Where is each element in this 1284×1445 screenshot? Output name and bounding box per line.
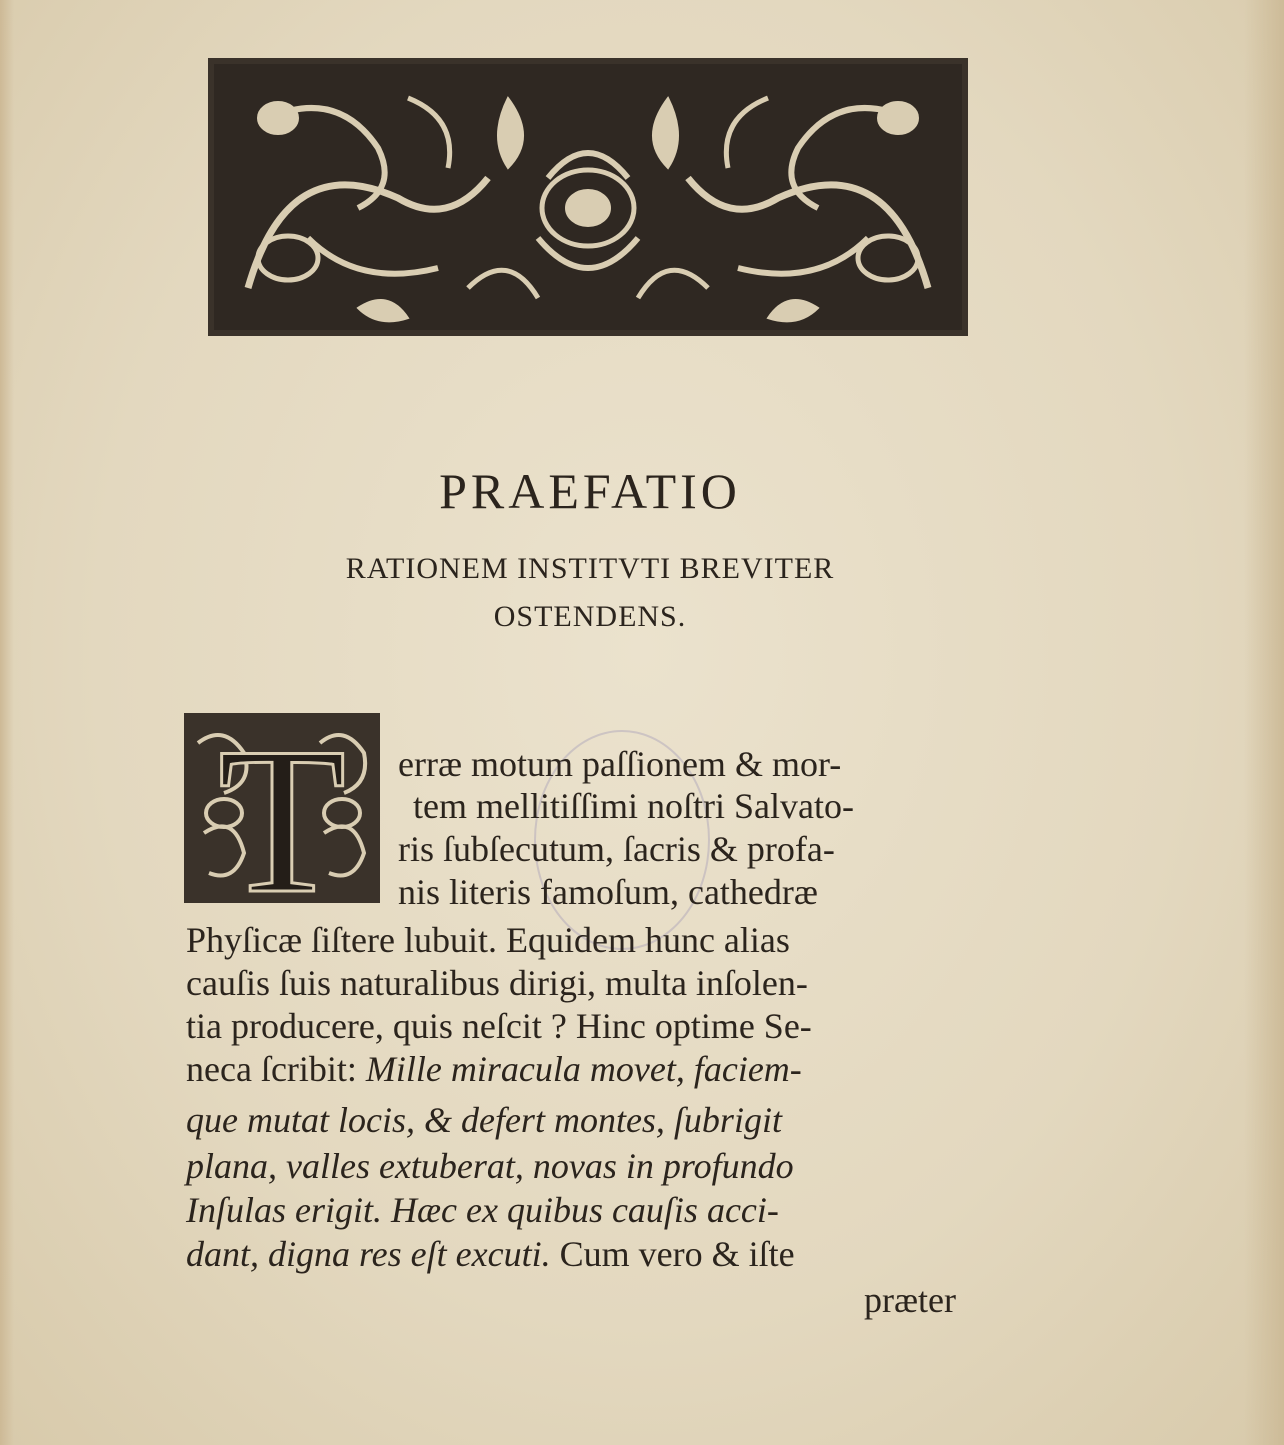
body-line-8 bbox=[186, 1049, 802, 1089]
dropcap-letter: T bbox=[217, 713, 347, 903]
line-8-roman: neca ſcribit: bbox=[186, 1049, 366, 1089]
body-line-10: plana, valles extuberat, novas in profundo bbox=[186, 1146, 794, 1186]
subtitle-line-1: RATIONEM INSTITVTI BREVITER bbox=[345, 552, 835, 585]
subtitle-line-2: OSTENDENS. bbox=[493, 600, 687, 633]
page-edge-right bbox=[1244, 0, 1284, 1445]
dropcap-line-4: nis literis famoſum, cathedræ bbox=[398, 872, 818, 912]
body-line-11: Inſulas erigit. Hæc ex quibus cauſis acci- bbox=[186, 1190, 779, 1230]
body-line-6: cauſis ſuis naturalibus dirigi, multa inſolen- bbox=[186, 963, 808, 1003]
body-line-9: que mutat locis, & defert montes, ſubrigit bbox=[186, 1100, 782, 1140]
body-line-7: tia producere, quis neſcit ? Hinc optime Se- bbox=[186, 1006, 812, 1046]
page-title: PRAEFATIO bbox=[439, 463, 741, 519]
dropcap-line-1: erræ motum paſſionem & mor- bbox=[398, 744, 842, 784]
line-8-italic: Mille miracula movet, faciem- bbox=[365, 1049, 802, 1089]
dropcap-line-2: tem mellitiſſimi noſtri Salvato- bbox=[413, 786, 854, 826]
catchword: præter bbox=[864, 1280, 956, 1320]
dropcap-initial-icon bbox=[184, 713, 380, 903]
floral-headpiece-icon bbox=[208, 58, 968, 336]
line-12-roman: Cum vero & iſte bbox=[550, 1234, 795, 1274]
body-line-5: Phyſicæ ſiſtere lubuit. Equidem hunc alias bbox=[186, 920, 790, 960]
page-edge-left bbox=[0, 0, 14, 1445]
body-line-12 bbox=[186, 1234, 795, 1274]
dropcap-line-3: ris ſubſecutum, ſacris & profa- bbox=[398, 829, 835, 869]
line-12-italic: dant, digna res eſt excuti. bbox=[186, 1234, 551, 1274]
